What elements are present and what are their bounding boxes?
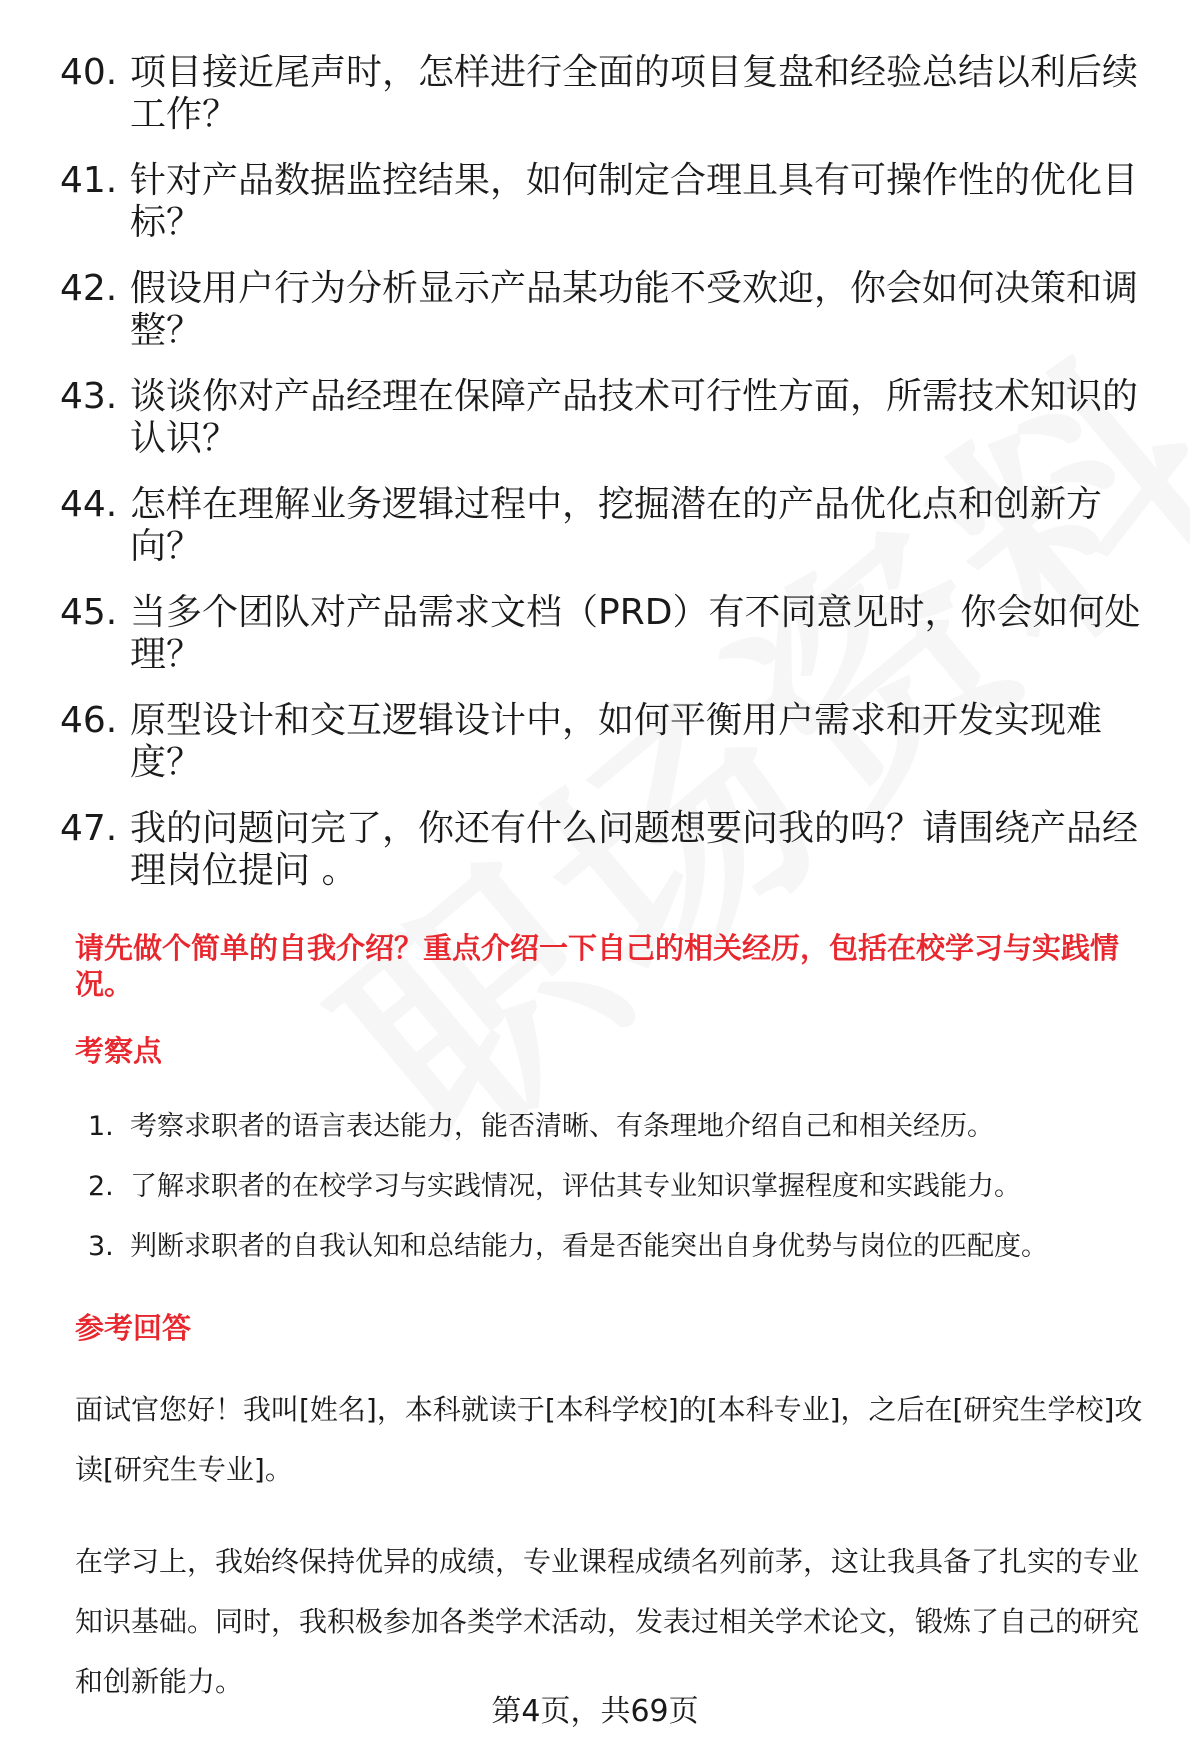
list-item (60, 268, 1160, 352)
page-number: 第4页，共69页 (491, 1694, 699, 1729)
point-number: 1. (88, 1111, 114, 1142)
question-text: 我的问题问完了，你还有什么问题想要问我的吗？请围绕产品经理岗位提问 。 (130, 808, 1139, 891)
question-number: 47. (60, 808, 118, 849)
answer-paragraph: 在学习上，我始终保持优异的成绩，专业课程成绩名列前茅，这让我具备了扎实的专业知识基础。同时，我积极参加各类学术活动，发表过相关学术论文，锻炼了自己的研究和创新能力。 (75, 1545, 1140, 1698)
list-item (60, 52, 1160, 136)
question-text: 怎样在理解业务逻辑过程中，挖掘潜在的产品优化点和创新方向？ (130, 484, 1103, 567)
question-number: 41. (60, 160, 118, 201)
list-item (60, 484, 1160, 568)
question-text: 假设用户行为分析显示产品某功能不受欢迎，你会如何决策和调整？ (130, 268, 1139, 351)
list-item (88, 1170, 1168, 1204)
question-text: 原型设计和交互逻辑设计中，如何平衡用户需求和开发实现难度？ (130, 700, 1103, 783)
list-item (60, 808, 1160, 892)
point-number: 3. (88, 1231, 114, 1262)
question-number: 44. (60, 484, 118, 525)
list-item (60, 700, 1160, 784)
question-number: 40. (60, 52, 118, 93)
point-number: 2. (88, 1171, 114, 1202)
question-list (60, 52, 1160, 916)
question-number: 42. (60, 268, 118, 309)
question-number: 46. (60, 700, 118, 741)
list-item (60, 376, 1160, 460)
question-text: 谈谈你对产品经理在保障产品技术可行性方面，所需技术知识的认识？ (130, 376, 1139, 459)
point-text: 了解求职者的在校学习与实践情况，评估其专业知识掌握程度和实践能力。 (130, 1171, 1021, 1202)
list-item (88, 1110, 1168, 1144)
answer-paragraph: 面试官您好！我叫[姓名]，本科就读于[本科学校]的[本科专业]，之后在[研究生学校]攻读[研究生专业]。 (75, 1393, 1143, 1486)
question-text: 项目接近尾声时，怎样进行全面的项目复盘和经验总结以利后续工作？ (130, 52, 1139, 135)
section-question-title: 请先做个简单的自我介绍？重点介绍一下自己的相关经历，包括在校学习与实践情况。 (75, 931, 1120, 1001)
point-text: 考察求职者的语言表达能力，能否清晰、有条理地介绍自己和相关经历。 (130, 1111, 994, 1142)
question-number: 43. (60, 376, 118, 417)
list-item (60, 160, 1160, 244)
points-heading: 考察点 (75, 1034, 163, 1068)
list-item (88, 1230, 1168, 1264)
points-list (88, 1110, 1168, 1290)
question-text: 当多个团队对产品需求文档（PRD）有不同意见时，你会如何处理？ (130, 592, 1141, 675)
question-number: 45. (60, 592, 118, 633)
list-item (60, 592, 1160, 676)
question-text: 针对产品数据监控结果，如何制定合理且具有可操作性的优化目标？ (130, 160, 1139, 243)
point-text: 判断求职者的自我认知和总结能力，看是否能突出自身优势与岗位的匹配度。 (130, 1231, 1048, 1262)
answer-heading: 参考回答 (75, 1311, 192, 1345)
